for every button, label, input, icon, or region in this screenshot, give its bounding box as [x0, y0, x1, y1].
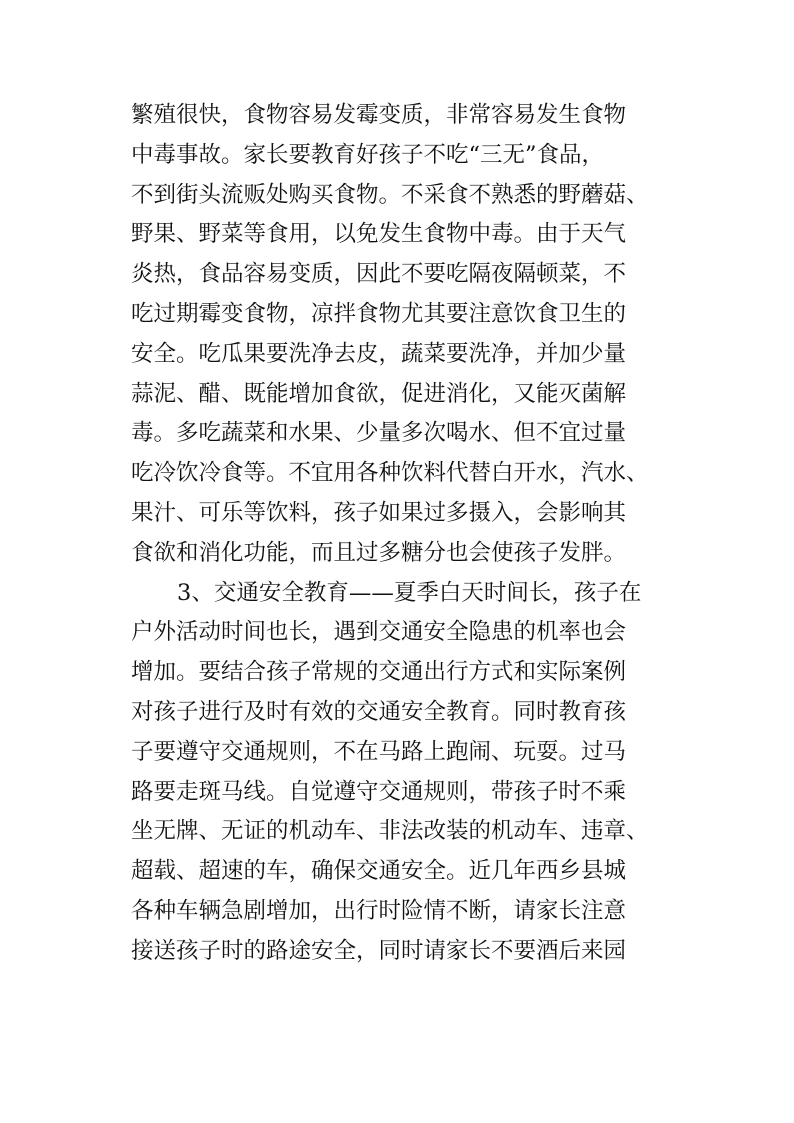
section-heading-line: 3、交通安全教育——夏季白天时间长，孩子在 — [177, 579, 642, 606]
text-line-11: 果汁、可乐等饮料，孩子如果过多摄入，会影响其 — [131, 499, 627, 526]
text-line-7: 安全。吃瓜果要洗净去皮，蔬菜要洗净，并加少量 — [131, 340, 627, 367]
text-line-8: 蒜泥、醋、既能增加食欲，促进消化，又能灭菌解 — [131, 380, 627, 407]
text-line-4: 野果、野菜等食用，以免发生食物中毒。由于天气 — [131, 221, 627, 248]
text-line-6: 吃过期霉变食物，凉拌食物尤其要注意饮食卫生的 — [131, 300, 627, 327]
text-line-14: 户外活动时间也长，遇到交通安全隐患的机率也会 — [131, 619, 627, 646]
text-line-21: 各种车辆急剧增加，出行时险情不断，请家长注意 — [131, 897, 627, 924]
text-line-16: 对孩子进行及时有效的交通安全教育。同时教育孩 — [131, 698, 627, 725]
text-line-10: 吃冷饮冷食等。不宜用各种饮料代替白开水，汽水、 — [131, 460, 649, 487]
text-line-1: 繁殖很快，食物容易发霉变质，非常容易发生食物 — [131, 102, 627, 128]
text-line-9: 毒。多吃蔬菜和水果、少量多次喝水、但不宜过量 — [131, 420, 627, 447]
text-line-12: 食欲和消化功能，而且过多糖分也会使孩子发胖。 — [131, 539, 627, 566]
text-line-2: 中毒事故。家长要教育好孩子不吃“三无”食品， — [131, 141, 605, 168]
text-line-22: 接送孩子时的路途安全，同时请家长不要酒后来园 — [131, 937, 627, 964]
text-line-17: 子要遵守交通规则，不在马路上跑闹、玩耍。过马 — [131, 738, 627, 765]
text-line-19: 坐无牌、无证的机动车、非法改装的机动车、违章、 — [131, 818, 649, 845]
text-line-20: 超载、超速的车，确保交通安全。近几年西乡县城 — [131, 858, 627, 885]
text-line-15: 增加。要结合孩子常规的交通出行方式和实际案例 — [131, 659, 627, 686]
text-line-18: 路要走斑马线。自觉遵守交通规则，带孩子时不乘 — [131, 778, 627, 805]
text-line-5: 炎热，食品容易变质，因此不要吃隔夜隔顿菜，不 — [131, 261, 627, 288]
body-text — [131, 96, 671, 972]
text-line-3: 不到街头流贩处购买食物。不采食不熟悉的野蘑菇、 — [131, 181, 649, 208]
